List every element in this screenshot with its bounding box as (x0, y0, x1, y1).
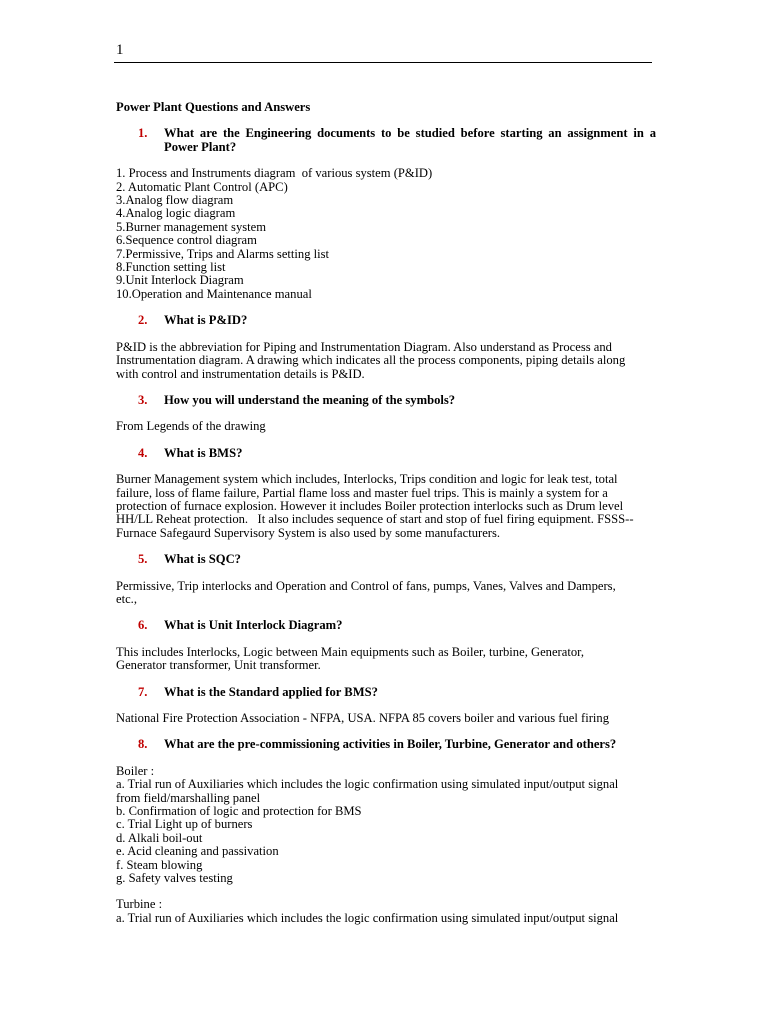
answer-line: a. Trial run of Auxiliaries which includes the logic confirmation using simulated input/output signal (116, 777, 619, 792)
answer-line: c. Trial Light up of burners (116, 817, 253, 832)
answer-line: e. Acid cleaning and passivation (116, 844, 279, 859)
answer-line: Generator transformer, Unit transformer. (116, 658, 321, 673)
answer-line: 10.Operation and Maintenance manual (116, 286, 312, 301)
question-2 (116, 314, 656, 327)
question-text: What is BMS? (164, 445, 243, 460)
answer-2 (116, 341, 656, 381)
answer-7 (116, 712, 656, 725)
question-text: How you will understand the meaning of the symbols? (164, 392, 456, 407)
question-5 (116, 553, 656, 566)
answer-line: 5.Burner management system (116, 219, 267, 234)
answer-line: 9.Unit Interlock Diagram (116, 273, 244, 288)
answer-line: From Legends of the drawing (116, 419, 266, 434)
answer-line: Furnace Safegaurd Supervisory System is also used by some manufacturers. (116, 525, 501, 540)
answer-line: protection of furnace explosion. However it includes Boiler protection interlocks such as Drum level (116, 498, 624, 513)
answer-line: P&ID is the abbreviation for Piping and Instrumentation Diagram. Also understand as Process and (116, 339, 612, 354)
question-4 (116, 447, 656, 460)
answer-line: HH/LL Reheat protection. It also includes sequence of start and stop of fuel firing equipment. FSSS-- (116, 512, 634, 527)
question-number: 5. (138, 552, 148, 567)
answer-4 (116, 473, 656, 540)
answer-line: 6.Sequence control diagram (116, 233, 257, 248)
question-1 (116, 127, 656, 154)
question-number: 3. (138, 392, 148, 407)
answer-line: Burner Management system which includes, Interlocks, Trips condition and logic for leak test, total (116, 472, 618, 487)
document-title: Power Plant Questions and Answers (116, 100, 311, 114)
question-8 (116, 738, 656, 751)
question-3 (116, 394, 656, 407)
question-number: 6. (138, 618, 148, 633)
answer-line: b. Confirmation of logic and protection for BMS (116, 804, 362, 819)
answer-line: Boiler : (116, 763, 155, 778)
answer-line: failure, loss of flame failure, Partial flame loss and master fuel trips. This is mainly a system for a (116, 485, 608, 500)
answer-line: from field/marshalling panel (116, 790, 261, 805)
question-number: 4. (138, 445, 148, 460)
question-number: 8. (138, 737, 148, 752)
answer-line: g. Safety valves testing (116, 871, 233, 886)
answer-3 (116, 420, 656, 433)
answer-line: Permissive, Trip interlocks and Operation and Control of fans, pumps, Vanes, Valves and Dampers, (116, 578, 616, 593)
answer-line: Turbine : (116, 897, 163, 912)
answer-line: 7.Permissive, Trips and Alarms setting list (116, 246, 330, 261)
answer-8-turbine (116, 898, 656, 925)
question-text: What is the Standard applied for BMS? (164, 684, 378, 699)
answer-8-boiler (116, 765, 656, 886)
question-number: 1. (138, 126, 148, 141)
page-number: 1 (116, 42, 124, 58)
answer-line: 2. Automatic Plant Control (APC) (116, 179, 288, 194)
question-number: 7. (138, 684, 148, 699)
answer-line: with control and instrumentation details is P&ID. (116, 366, 365, 381)
question-7 (116, 686, 656, 699)
answer-line: 8.Function setting list (116, 260, 226, 275)
question-text: What is SQC? (164, 552, 241, 567)
answer-line: f. Steam blowing (116, 857, 203, 872)
answer-line: National Fire Protection Association - NFPA, USA. NFPA 85 covers boiler and various fuel firing (116, 711, 609, 725)
answer-line: This includes Interlocks, Logic between Main equipments such as Boiler, turbine, Generator, (116, 644, 584, 659)
question-text: What is Unit Interlock Diagram? (164, 618, 343, 633)
document-body (116, 101, 656, 938)
answer-5 (116, 580, 656, 607)
question-6 (116, 619, 656, 632)
question-text: What is P&ID? (164, 313, 248, 328)
question-text: What are the Engineering documents to be studied before starting an assignment in a Power Plant? (164, 126, 656, 154)
question-number: 2. (138, 313, 148, 328)
answer-line: d. Alkali boil-out (116, 830, 203, 845)
answer-line: 3.Analog flow diagram (116, 193, 234, 208)
answer-1 (116, 167, 656, 301)
answer-6 (116, 646, 656, 673)
answer-line: 1. Process and Instruments diagram of various system (P&ID) (116, 166, 433, 181)
answer-line: etc., (116, 591, 137, 606)
answer-line: a. Trial run of Auxiliaries which includes the logic confirmation using simulated input/output signal (116, 910, 619, 925)
header-rule (114, 62, 652, 63)
answer-line: Instrumentation diagram. A drawing which indicates all the process components, piping details along (116, 353, 626, 368)
question-text: What are the pre-commissioning activities in Boiler, Turbine, Generator and others? (164, 737, 617, 752)
answer-line: 4.Analog logic diagram (116, 206, 236, 221)
